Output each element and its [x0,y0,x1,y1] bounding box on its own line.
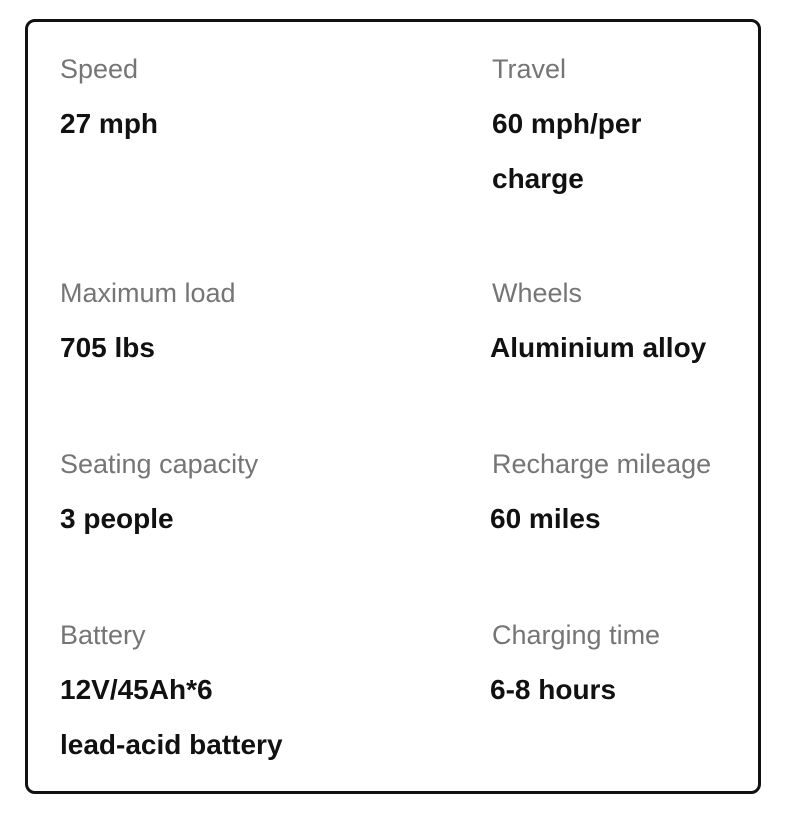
spec-label: Charging time [492,620,661,650]
spec-value [490,320,706,375]
spec-label: Maximum load [60,278,236,308]
spec-battery [60,618,283,772]
spec-label: Speed [60,54,139,84]
spec-value-line: charge [492,163,584,194]
spec-label: Travel [492,54,567,84]
spec-value-line: 3 people [60,503,174,534]
spec-value-line: 12V/45Ah*6 [60,674,213,705]
spec-label: Seating capacity [60,449,259,479]
spec-travel [492,52,641,206]
spec-label: Wheels [492,278,583,308]
spec-value-line: 6-8 hours [490,674,617,705]
spec-recharge-mileage [492,447,711,546]
spec-value [60,96,158,151]
spec-seating-capacity [60,447,258,546]
spec-card [25,19,761,794]
spec-value [492,96,641,206]
spec-value-line: 60 miles [490,503,601,534]
spec-value-line: 60 mph/per [492,108,642,139]
spec-value-line: Aluminium alloy [490,332,707,363]
spec-value [60,491,258,546]
spec-value [60,662,283,772]
spec-value-line: 27 mph [60,108,159,139]
spec-value [60,320,236,375]
spec-value-line: 705 lbs [60,332,155,363]
spec-value [490,491,711,546]
spec-speed [60,52,158,151]
spec-label: Battery [60,620,146,650]
spec-charging-time [492,618,660,717]
spec-wheels [492,276,706,375]
spec-value-line: lead-acid battery [60,729,283,760]
spec-maximum-load [60,276,236,375]
spec-value [490,662,660,717]
spec-label: Recharge mileage [492,449,712,479]
